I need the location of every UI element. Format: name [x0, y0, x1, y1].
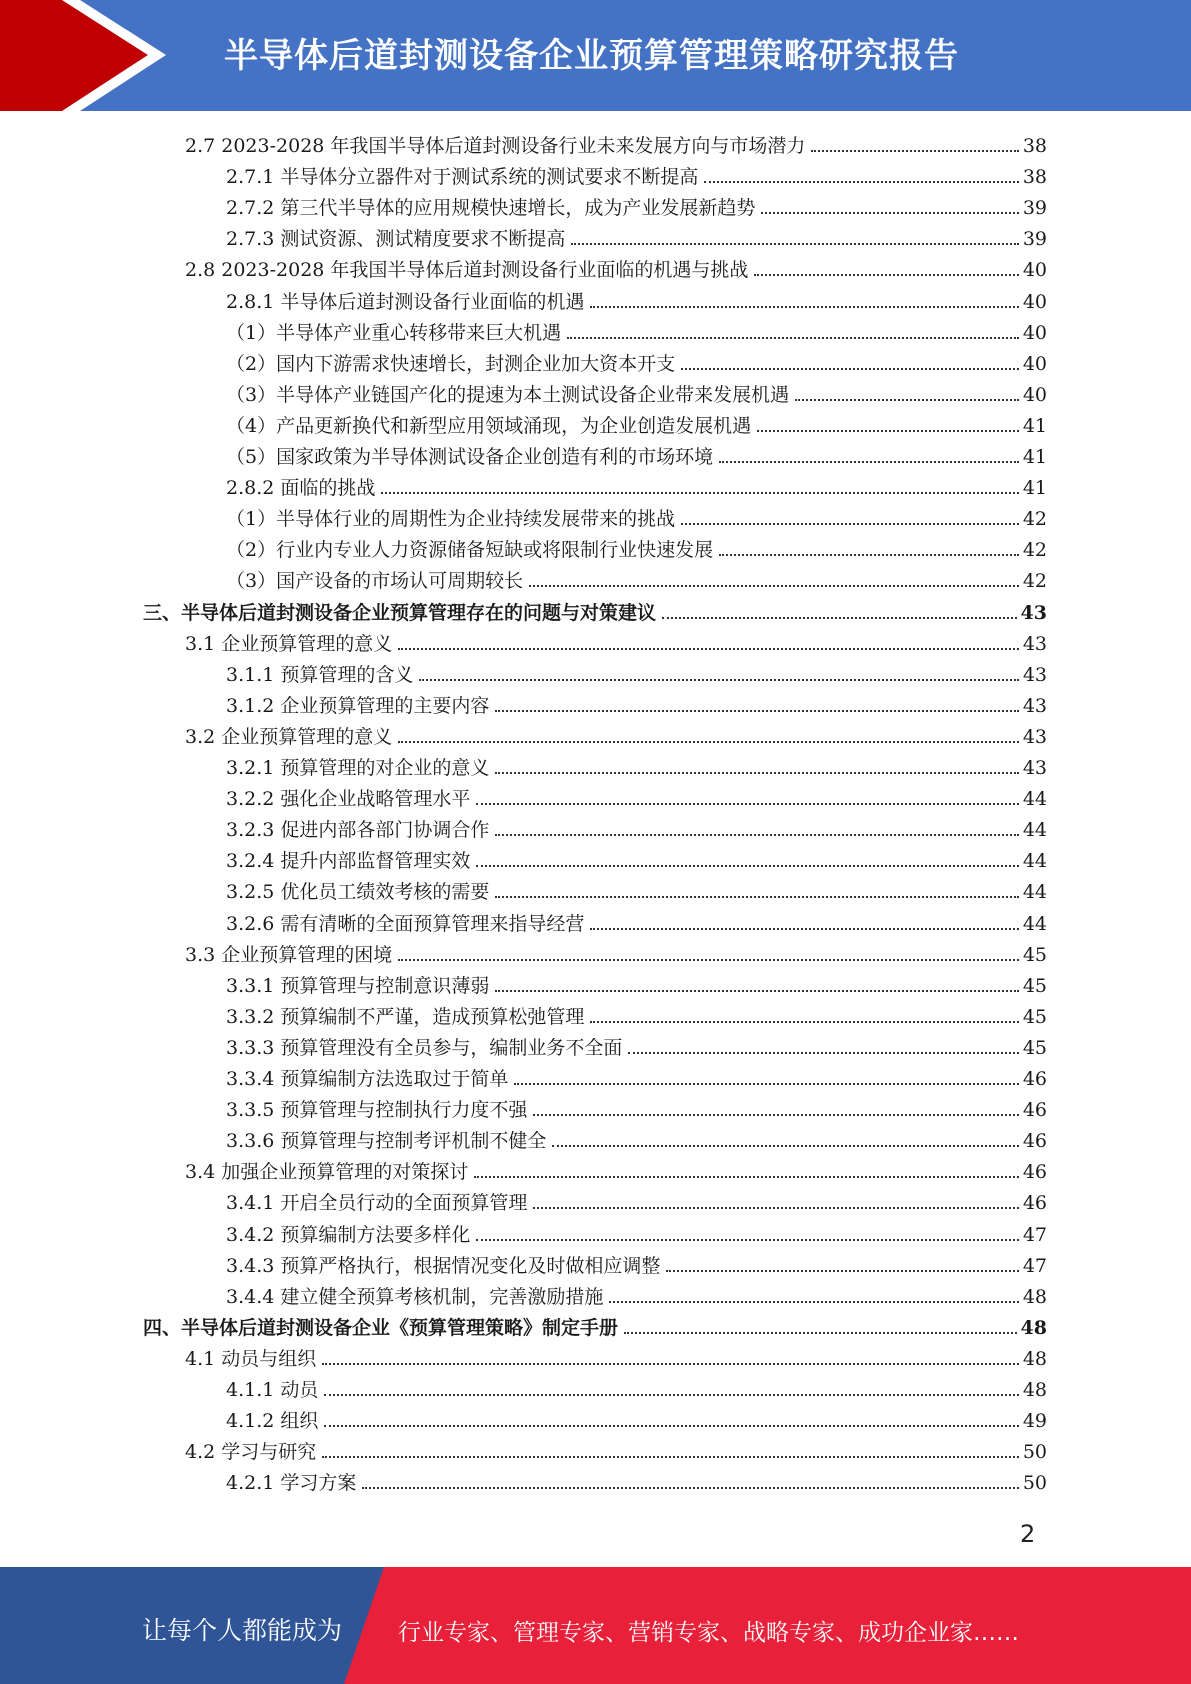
- toc-entry-page: 42: [1022, 508, 1047, 531]
- toc-entry[interactable]: [143, 593, 1047, 624]
- toc-dot-leader: [324, 1425, 1018, 1427]
- toc-entry[interactable]: [226, 468, 1047, 499]
- toc-entry[interactable]: [226, 1277, 1047, 1308]
- toc-entry[interactable]: [226, 904, 1047, 935]
- toc-entry-label: 4.1 动员与组织: [185, 1347, 317, 1370]
- toc-entry-label: 2.7 2023-2028 年我国半导体后道封测设备行业未来发展方向与市场潜力: [185, 135, 806, 157]
- toc-dot-leader: [571, 243, 1018, 245]
- toc-entry-label: 3.2.1 预算管理的对企业的意义: [226, 757, 490, 779]
- toc-entry-page: 43: [1022, 632, 1047, 655]
- toc-dot-leader: [324, 1394, 1018, 1396]
- toc-entry[interactable]: [185, 1152, 1047, 1183]
- toc-entry-page: 43: [1022, 725, 1047, 748]
- toc-dot-leader: [476, 1239, 1018, 1241]
- toc-dot-leader: [514, 1083, 1018, 1085]
- toc-entry-page: 46: [1022, 1130, 1047, 1153]
- toc-entry-page: 40: [1022, 259, 1047, 282]
- toc-entry-label: （2）国内下游需求快速增长，封测企业加大资本开支: [226, 352, 676, 375]
- toc-dot-leader: [495, 710, 1018, 712]
- toc-entry[interactable]: [226, 313, 1047, 344]
- toc-entry-page: 48: [1020, 1316, 1047, 1339]
- toc-entry-page: 47: [1022, 1223, 1047, 1246]
- toc-dot-leader: [398, 959, 1019, 961]
- toc-entry[interactable]: [226, 1246, 1047, 1277]
- toc-entry-page: 40: [1022, 321, 1047, 344]
- toc-entry-label: 3.3.4 预算编制方法选取过于简单: [226, 1068, 509, 1090]
- toc-entry-page: 38: [1022, 166, 1047, 189]
- toc-entry-label: 3.3.5 预算管理与控制执行力度不强: [226, 1099, 528, 1122]
- toc-entry[interactable]: [143, 1308, 1047, 1339]
- page-number: 2: [1020, 1520, 1036, 1548]
- toc-dot-leader: [322, 1363, 1019, 1365]
- toc-entry[interactable]: [185, 126, 1047, 157]
- toc-dot-leader: [533, 1207, 1018, 1209]
- toc-entry-page: 45: [1022, 974, 1047, 997]
- toc-dot-leader: [719, 554, 1019, 556]
- toc-entry-page: 46: [1022, 1099, 1047, 1122]
- toc-entry[interactable]: [226, 966, 1047, 997]
- toc-entry-page: 46: [1022, 1192, 1047, 1215]
- toc-entry-label: 2.8 2023-2028 年我国半导体后道封测设备行业面临的机遇与挑战: [185, 259, 749, 282]
- toc-entry[interactable]: [226, 406, 1047, 437]
- toc-entry[interactable]: [226, 157, 1047, 188]
- toc-entry[interactable]: [226, 437, 1047, 468]
- toc-entry[interactable]: [226, 188, 1047, 219]
- toc-entry-page: 42: [1022, 539, 1047, 562]
- toc-entry-label: 3.3.6 预算管理与控制考评机制不健全: [226, 1130, 547, 1153]
- toc-entry-label: 3.2.2 强化企业战略管理水平: [226, 788, 471, 811]
- toc-entry-page: 50: [1022, 1441, 1047, 1464]
- footer-slogan-left: 让每个人都能成为: [142, 1616, 343, 1645]
- toc-entry[interactable]: [226, 375, 1047, 406]
- page-footer: [0, 1567, 1191, 1684]
- toc-entry[interactable]: [226, 872, 1047, 903]
- toc-entry-label: 3.3 企业预算管理的困境: [185, 943, 393, 966]
- toc-entry[interactable]: [226, 655, 1047, 686]
- toc-entry-page: 48: [1022, 1285, 1047, 1308]
- toc-entry-label: 4.2.1 学习方案: [226, 1472, 357, 1495]
- toc-entry[interactable]: [226, 1028, 1047, 1059]
- toc-entry-label: 2.8.1 半导体后道封测设备行业面临的机遇: [226, 290, 585, 313]
- toc-entry-page: 41: [1022, 446, 1047, 468]
- toc-entry[interactable]: [226, 1121, 1047, 1152]
- toc-entry-label: 3.1.2 企业预算管理的主要内容: [226, 694, 490, 717]
- toc-entry-page: 41: [1022, 414, 1047, 437]
- toc-entry-label: 3.2.5 优化员工绩效考核的需要: [226, 881, 490, 904]
- toc-entry[interactable]: [185, 717, 1047, 748]
- toc-entry-page: 40: [1022, 383, 1047, 406]
- toc-entry-page: 46: [1022, 1161, 1047, 1184]
- toc-entry[interactable]: [226, 344, 1047, 375]
- toc-entry-page: 49: [1022, 1410, 1047, 1433]
- footer-slogan-right: 行业专家、管理专家、营销专家、战略专家、成功企业家……: [398, 1620, 1019, 1646]
- toc-entry[interactable]: [226, 1215, 1047, 1246]
- toc-entry-label: 2.8.2 面临的挑战: [226, 477, 376, 500]
- toc-entry-label: （4）产品更新换代和新型应用领域涌现，为企业创造发展机遇: [226, 414, 752, 437]
- toc-entry-label: 4.2 学习与研究: [185, 1441, 317, 1464]
- toc-dot-leader: [681, 368, 1019, 370]
- toc-entry[interactable]: [185, 1432, 1047, 1463]
- toc-dot-leader: [719, 461, 1019, 463]
- toc-dot-leader: [757, 430, 1019, 432]
- toc-dot-leader: [761, 212, 1018, 214]
- toc-entry-label: 4.1.1 动员: [226, 1379, 319, 1401]
- toc-entry-label: 3.3.1 预算管理与控制意识薄弱: [226, 974, 490, 997]
- toc-entry[interactable]: [185, 250, 1047, 281]
- toc-entry-label: （1）半导体产业重心转移带来巨大机遇: [226, 321, 562, 344]
- toc-entry-page: 45: [1022, 1036, 1047, 1059]
- toc-entry-page: 43: [1022, 757, 1047, 779]
- toc-entry-page: 42: [1022, 570, 1047, 593]
- toc-entry[interactable]: [226, 1370, 1047, 1401]
- toc-dot-leader: [590, 306, 1018, 308]
- toc-entry-page: 47: [1022, 1254, 1047, 1277]
- toc-entry-page: 46: [1022, 1068, 1047, 1090]
- toc-entry-label: 四、半导体后道封测设备企业《预算管理策略》制定手册: [143, 1316, 619, 1339]
- toc-entry[interactable]: [226, 1090, 1047, 1121]
- toc-dot-leader: [474, 1176, 1019, 1178]
- toc-entry[interactable]: [226, 499, 1047, 530]
- toc-dot-leader: [811, 150, 1018, 152]
- toc-entry[interactable]: [226, 219, 1047, 250]
- toc-entry-label: 3.3.2 预算编制不严谨，造成预算松弛管理: [226, 1005, 585, 1028]
- toc-entry-page: 45: [1022, 1005, 1047, 1028]
- toc-dot-leader: [495, 990, 1018, 992]
- toc-dot-leader: [419, 679, 1018, 681]
- toc-entry-label: （3）国产设备的市场认可周期较长: [226, 570, 524, 593]
- toc-entry-page: 44: [1022, 912, 1047, 935]
- toc-entry-page: 44: [1022, 788, 1047, 811]
- toc-dot-leader: [662, 617, 1017, 619]
- toc-dot-leader: [322, 1456, 1019, 1458]
- toc-entry-page: 40: [1022, 352, 1047, 375]
- toc-dot-leader: [609, 1301, 1018, 1303]
- toc-dot-leader: [533, 1114, 1018, 1116]
- toc-entry-label: 3.2.3 促进内部各部门协调合作: [226, 819, 490, 842]
- toc-entry-page: 48: [1022, 1379, 1047, 1401]
- toc-entry-page: 41: [1022, 477, 1047, 500]
- toc-entry-page: 39: [1022, 228, 1047, 251]
- toc-entry-page: 48: [1022, 1347, 1047, 1370]
- toc-entry[interactable]: [226, 779, 1047, 810]
- toc-entry-page: 39: [1022, 197, 1047, 220]
- toc-entry[interactable]: [226, 841, 1047, 872]
- toc-entry[interactable]: [185, 935, 1047, 966]
- report-title: 半导体后道封测设备企业预算管理策略研究报告: [224, 36, 959, 76]
- toc-entry-label: （2）行业内专业人力资源储备短缺或将限制行业快速发展: [226, 539, 714, 562]
- toc-entry-label: 3.4.4 建立健全预算考核机制，完善激励措施: [226, 1285, 604, 1308]
- toc-entry[interactable]: [226, 748, 1047, 779]
- toc-dot-leader: [567, 337, 1019, 339]
- toc-dot-leader: [398, 648, 1019, 650]
- toc-entry-page: 38: [1022, 135, 1047, 157]
- toc-entry-label: （1）半导体行业的周期性为企业持续发展带来的挑战: [226, 508, 676, 531]
- toc-entry-label: 3.1 企业预算管理的意义: [185, 632, 393, 655]
- toc-entry-label: 3.2 企业预算管理的意义: [185, 725, 393, 748]
- toc-entry-label: 3.4 加强企业预算管理的对策探讨: [185, 1161, 469, 1184]
- toc-dot-leader: [495, 834, 1018, 836]
- toc-entry-page: 43: [1022, 663, 1047, 686]
- toc-entry-label: 三、半导体后道封测设备企业预算管理存在的问题与对策建议: [143, 601, 657, 624]
- toc-dot-leader: [624, 1332, 1017, 1334]
- toc-entry-label: 3.3.3 预算管理没有全员参与，编制业务不全面: [226, 1036, 623, 1059]
- toc-entry-label: 3.2.4 提升内部监督管理实效: [226, 850, 471, 873]
- toc-dot-leader: [552, 1145, 1018, 1147]
- toc-entry-label: 3.4.2 预算编制方法要多样化: [226, 1223, 471, 1246]
- toc-dot-leader: [362, 1487, 1018, 1489]
- toc-dot-leader: [495, 772, 1018, 774]
- toc-dot-leader: [628, 1052, 1018, 1054]
- toc-entry-label: 2.7.2 第三代半导体的应用规模快速增长，成为产业发展新趋势: [226, 197, 756, 220]
- toc-entry-page: 44: [1022, 819, 1047, 842]
- toc-dot-leader: [398, 741, 1019, 743]
- toc-entry-page: 50: [1022, 1472, 1047, 1495]
- toc-entry-label: 3.4.3 预算严格执行，根据情况变化及时做相应调整: [226, 1254, 661, 1277]
- toc-entry[interactable]: [185, 624, 1047, 655]
- toc-dot-leader: [590, 928, 1018, 930]
- toc-entry-label: 3.4.1 开启全员行动的全面预算管理: [226, 1192, 528, 1215]
- toc-dot-leader: [666, 1270, 1018, 1272]
- toc-dot-leader: [476, 803, 1018, 805]
- toc-entry[interactable]: [226, 810, 1047, 841]
- toc-entry-label: 4.1.2 组织: [226, 1410, 319, 1433]
- toc-entry-label: 3.1.1 预算管理的含义: [226, 663, 414, 686]
- toc-entry[interactable]: [226, 530, 1047, 561]
- toc-dot-leader: [681, 523, 1019, 525]
- toc-entry-page: 44: [1022, 881, 1047, 904]
- toc-entry-page: 43: [1022, 694, 1047, 717]
- toc-entry-label: 2.7.3 测试资源、测试精度要求不断提高: [226, 228, 566, 251]
- toc-dot-leader: [795, 399, 1019, 401]
- toc-dot-leader: [529, 585, 1019, 587]
- toc-entry-page: 43: [1020, 601, 1047, 624]
- toc-dot-leader: [495, 896, 1018, 898]
- toc-entry[interactable]: [226, 1401, 1047, 1432]
- toc-entry-page: 44: [1022, 850, 1047, 873]
- toc-dot-leader: [381, 492, 1018, 494]
- toc-entry[interactable]: [185, 1339, 1047, 1370]
- toc-entry[interactable]: [226, 1059, 1047, 1090]
- toc-dot-leader: [476, 865, 1018, 867]
- toc-entry-label: 3.2.6 需有清晰的全面预算管理来指导经营: [226, 912, 585, 935]
- toc-entry[interactable]: [226, 1183, 1047, 1214]
- toc-entry-page: 40: [1022, 290, 1047, 313]
- header-red-arrow: [0, 0, 148, 111]
- toc-dot-leader: [754, 274, 1018, 276]
- toc-entry-label: （5）国家政策为半导体测试设备企业创造有利的市场环境: [226, 446, 714, 468]
- toc-entry-page: 45: [1022, 943, 1047, 966]
- toc-entry-label: （3）半导体产业链国产化的提速为本土测试设备企业带来发展机遇: [226, 383, 790, 406]
- toc-entry[interactable]: [226, 561, 1047, 592]
- toc-entry-label: 2.7.1 半导体分立器件对于测试系统的测试要求不断提高: [226, 166, 699, 189]
- toc-entry[interactable]: [226, 997, 1047, 1028]
- toc-dot-leader: [704, 181, 1018, 183]
- toc-entry[interactable]: [226, 282, 1047, 313]
- toc-entry[interactable]: [226, 1463, 1047, 1494]
- toc-dot-leader: [590, 1021, 1018, 1023]
- page-header: [0, 0, 1191, 111]
- toc-entry[interactable]: [226, 686, 1047, 717]
